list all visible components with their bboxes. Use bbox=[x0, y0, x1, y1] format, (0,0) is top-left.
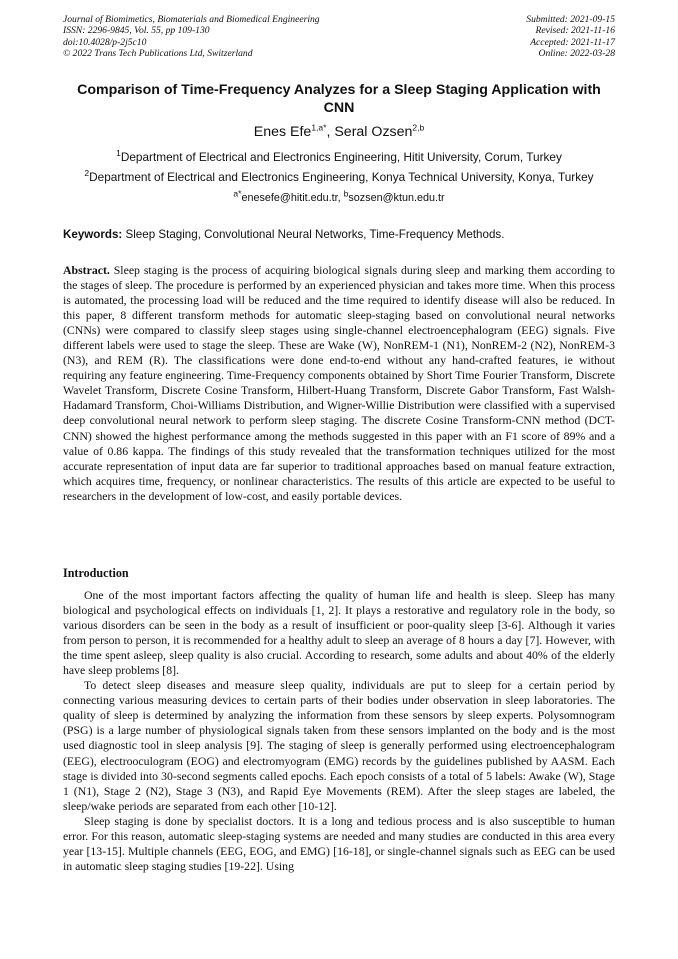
author-name: Seral Ozsen bbox=[334, 124, 413, 140]
affiliation-number: 1 bbox=[116, 148, 121, 159]
email-mark: a* bbox=[233, 188, 242, 199]
issn-volume: ISSN: 2296-9845, Vol. 55, pp 109-130 bbox=[63, 25, 210, 37]
journal-info bbox=[63, 14, 320, 60]
email-separator: , bbox=[337, 192, 344, 204]
affiliation-text: Department of Electrical and Electronics Engineering, Konya Technical University, Konya, Turkey bbox=[89, 170, 594, 184]
journal-name: Journal of Biomimetics, Biomaterials and Biomedical Engineering bbox=[63, 14, 320, 25]
revised-date: Revised: 2021-11-16 bbox=[535, 25, 615, 37]
body-paragraph: To detect sleep diseases and measure sleep quality, individuals are put to sleep for a certain period by connecting various measuring devices to certain parts of their bodies under observation in sleep laboratories. The quality of sleep is determined by analyzing the information from these sensors by sleep experts. Polysomnogram (PSG) is a large number of physiological signals taken from these sensors implanted on the body and is the most used diagnostic tool in sleep analysis [9]. The staging of sleep is generally performed using electroencephalogram (EEG), electrooculogram (EOG) and electromyogram (EMG) records by the guidelines published by AASM. Each stage is divided into 30-second segments called epochs. Each epoch consists of a total of 5 labels: Awake (W), Stage 1 (N1), Stage 2 (N2), Stage 3 (N3), and Rapid Eye Movements (REM). After the sleep stages are labeled, the sleep/wake periods are separated from each other [10-12]. bbox=[63, 678, 615, 813]
affiliation-text: Department of Electrical and Electronics Engineering, Hitit University, Corum, Turkey bbox=[120, 150, 562, 164]
body-paragraph: Sleep staging is done by specialist doctors. It is a long and tedious process and is also susceptible to human error. For this reason, automatic sleep-staging systems are needed and many studies are conducted in this area every year [13-15]. Multiple channels (EEG, EOG, and EMG) [16-18], or single-channel signals such as EEG can be used in automatic sleep staging studies [19-22]. Using bbox=[63, 813, 615, 873]
submitted-date: Submitted: 2021-09-15 bbox=[526, 14, 615, 25]
author-name: Enes Efe bbox=[253, 124, 312, 140]
author-list bbox=[0, 124, 678, 140]
doi: doi:10.4028/p-2j5c10 bbox=[63, 36, 147, 48]
keywords bbox=[63, 228, 615, 241]
abstract-label: Abstract. bbox=[63, 263, 110, 277]
affiliation-1 bbox=[0, 150, 678, 164]
keywords-text: Sleep Staging, Convolutional Neural Networks, Time-Frequency Methods. bbox=[122, 228, 505, 241]
author-affiliation-mark: 2,b bbox=[412, 122, 425, 133]
publication-dates bbox=[526, 14, 615, 60]
email-link[interactable]: sozsen@ktun.edu.tr bbox=[348, 192, 445, 204]
copyright: © 2022 Trans Tech Publications Ltd, Switzerland bbox=[63, 48, 253, 60]
section-heading: Introduction bbox=[63, 566, 129, 580]
author-emails bbox=[0, 188, 678, 204]
body-paragraph: One of the most important factors affecting the quality of human life and health is sleep. Sleep has many biological and psychological effects on individuals [1, 2]. It plays a restorative and regulatory role in the body, so various disorders can be seen in the body as a result of insufficient or poor-quality sleep [3-6]. Although it varies from person to person, it is recommended for a healthy adult to sleep an average of 8 hours a day [7]. However, with the time spent asleep, sleep quality is also crucial. According to research, some adults and about 40% of the elderly have sleep problems [8]. bbox=[63, 588, 615, 678]
email-link[interactable]: enesefe@hitit.edu.tr bbox=[241, 192, 338, 204]
keywords-label: Keywords: bbox=[63, 228, 123, 241]
affiliation-2 bbox=[0, 170, 678, 184]
abstract-text: Sleep staging is the process of acquiring biological signals during sleep and marking them according to the stages of sleep. The procedure is performed by an experienced physician and takes more time. When this process is automated, the processing load will be reduced and the time required to identify disease will also be reduced. In this paper, 8 different transform methods for automatic sleep-staging based on convolutional neural networks (CNNs) were compared to classify sleep stages using single-channel electroencephalogram (EEG) signals. Five different labels were used to stage the sleep. These are Wake (W), NonREM-1 (N1), NonREM-2 (N2), NonREM-3 (N3), and REM (R). The classifications were done end-to-end without any hand-crafted features, ie without requiring any feature engineering. Time-Frequency components obtained by Short Time Fourier Transform, Discrete Wavelet Transform, Discrete Cosine Transform, Hilbert-Huang Transform, Discrete Gabor Transform, Fast Walsh-Hadamard Transform, Choi-Williams Distribution, and Wigner-Willie Distribution were classified with a supervised deep convolutional neural network to perform sleep staging. The discrete Cosine Transform-CNN method (DCT-CNN) showed the highest performance among the methods suggested in this paper with an F1 score of 89% and a value of 0.86 kappa. The findings of this study revealed that the transformation techniques utilized for the most accurate representation of input data are far superior to traditional approaches based on manual feature extraction, which acquires time, frequency, or nonlinear characteristics. The results of this article are expected to be useful to researchers in the development of low-cost, and easily portable devices. bbox=[63, 263, 615, 503]
online-date: Online: 2022-03-28 bbox=[538, 48, 615, 60]
introduction-body bbox=[63, 588, 615, 874]
accepted-date: Accepted: 2021-11-17 bbox=[530, 36, 615, 48]
affiliation-number: 2 bbox=[84, 168, 90, 179]
paper-title: Comparison of Time-Frequency Analyzes for a Sleep Staging Application with CNN bbox=[77, 82, 601, 116]
email-mark: b bbox=[343, 188, 349, 199]
author-separator: , bbox=[326, 124, 335, 140]
author-affiliation-mark: 1,a* bbox=[311, 122, 327, 133]
abstract bbox=[63, 263, 615, 504]
